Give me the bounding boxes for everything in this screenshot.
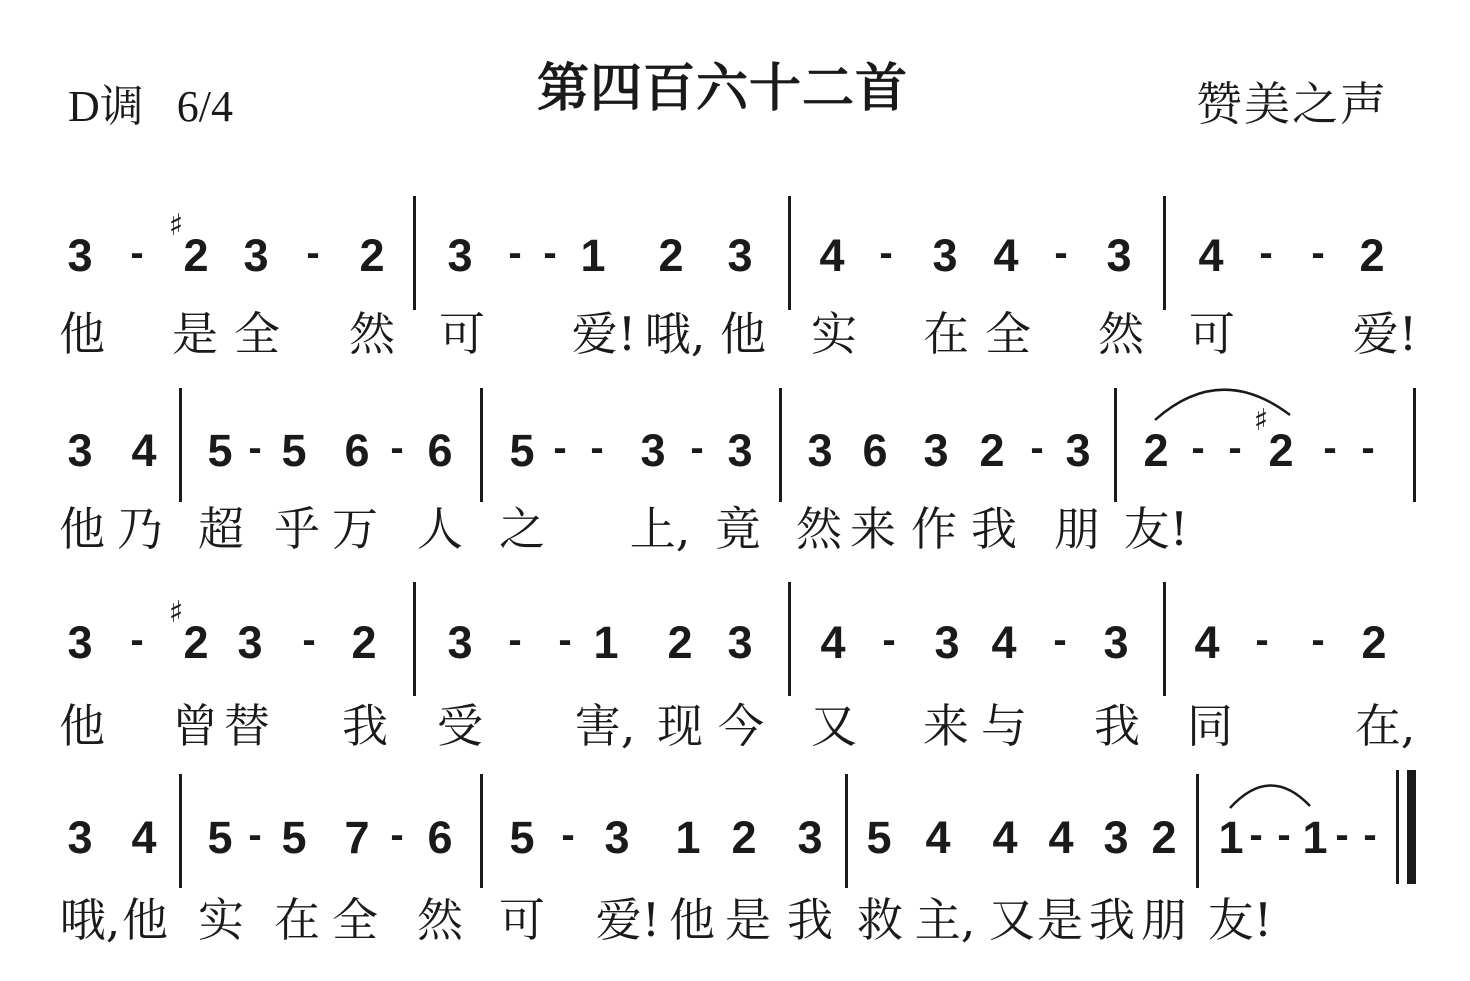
note-extension-dash: - bbox=[590, 426, 604, 470]
note-digit: 3 bbox=[447, 617, 473, 668]
note-extension-dash: - bbox=[508, 618, 522, 662]
bar-line bbox=[1114, 388, 1117, 502]
lyric-syllable: 然 bbox=[1098, 307, 1144, 361]
lyric-syllable: 朋 bbox=[1141, 893, 1187, 947]
note-extension-dash: - bbox=[1228, 426, 1242, 470]
note-extension-dash: - bbox=[130, 618, 144, 662]
note-digit: 3 bbox=[640, 425, 666, 476]
lyric-syllable: 我 bbox=[342, 699, 388, 753]
note-digit: 3 bbox=[797, 812, 823, 863]
bar-line bbox=[413, 196, 416, 310]
lyric-syllable: 万 bbox=[332, 502, 378, 556]
note-digit: 4 bbox=[131, 812, 157, 863]
note-digit: 1 bbox=[1218, 812, 1244, 863]
note-extension-dash: - bbox=[879, 231, 893, 275]
note-extension-dash: - bbox=[1191, 426, 1205, 470]
lyric-syllable: 他 bbox=[720, 307, 766, 361]
lyric-syllable: 曾 bbox=[172, 699, 218, 753]
final-bar-thin bbox=[1396, 770, 1399, 884]
note-digit: 1 bbox=[1302, 812, 1328, 863]
note-digit: 3 bbox=[934, 617, 960, 668]
note-digit: 2 bbox=[658, 230, 684, 281]
note-extension-dash: - bbox=[306, 231, 320, 275]
note-digit: 2 bbox=[1361, 617, 1387, 668]
lyric-syllable: 我 bbox=[1089, 893, 1135, 947]
note-digit: 3 bbox=[1065, 425, 1091, 476]
note-digit: 3 bbox=[727, 617, 753, 668]
lyric-syllable: 他 bbox=[59, 502, 105, 556]
lyric-syllable: 友! bbox=[1123, 502, 1189, 556]
lyric-syllable: 同 bbox=[1187, 699, 1233, 753]
bar-line bbox=[179, 388, 182, 502]
bar-line bbox=[480, 388, 483, 502]
lyric-syllable: 实 bbox=[811, 307, 857, 361]
note-extension-dash: - bbox=[248, 813, 262, 857]
tie-arc bbox=[1150, 380, 1300, 430]
hymn-title: 第四百六十二首 bbox=[537, 59, 909, 119]
bar-line bbox=[845, 774, 848, 888]
lyric-syllable: 今 bbox=[718, 699, 764, 753]
lyric-syllable: 我 bbox=[1094, 699, 1140, 753]
note-extension-dash: - bbox=[558, 618, 572, 662]
lyric-syllable: 全 bbox=[985, 307, 1031, 361]
note-digit: 4 bbox=[1198, 230, 1224, 281]
lyric-syllable: 爱! bbox=[1352, 307, 1418, 361]
lyric-syllable: 超 bbox=[198, 502, 244, 556]
lyric-syllable: 是 bbox=[172, 307, 218, 361]
note-digit: 3 bbox=[447, 230, 473, 281]
lyric-syllable: 我 bbox=[971, 502, 1017, 556]
note-digit: 3 bbox=[237, 617, 263, 668]
bar-line bbox=[1163, 582, 1166, 696]
note-digit: 1 bbox=[593, 617, 619, 668]
note-extension-dash: - bbox=[302, 618, 316, 662]
note-digit: 3 bbox=[243, 230, 269, 281]
note-digit: 3 bbox=[932, 230, 958, 281]
lyric-syllable: 可 bbox=[1189, 307, 1235, 361]
lyric-syllable: 我 bbox=[787, 893, 833, 947]
lyric-syllable: 替 bbox=[224, 699, 270, 753]
note-digit: 1 bbox=[675, 812, 701, 863]
note-digit: 6 bbox=[427, 812, 453, 863]
bar-line bbox=[480, 774, 483, 888]
note-digit: 4 bbox=[1194, 617, 1220, 668]
note-digit: 2 bbox=[1151, 812, 1177, 863]
note-extension-dash: - bbox=[1249, 813, 1263, 857]
note-digit: 3 bbox=[1103, 617, 1129, 668]
lyric-syllable: 现 bbox=[657, 699, 703, 753]
lyric-syllable: 全 bbox=[234, 307, 280, 361]
note-digit: 6 bbox=[862, 425, 888, 476]
lyric-syllable: 然 bbox=[349, 307, 395, 361]
note-digit: 6 bbox=[427, 425, 453, 476]
lyric-syllable: 他 bbox=[59, 699, 105, 753]
note-extension-dash: - bbox=[561, 813, 575, 857]
note-extension-dash: - bbox=[130, 231, 144, 275]
note-digit: 1 bbox=[580, 230, 606, 281]
note-extension-dash: - bbox=[1311, 618, 1325, 662]
bar-line bbox=[1163, 196, 1166, 310]
note-digit: 4 bbox=[131, 425, 157, 476]
bar-line bbox=[779, 388, 782, 502]
final-bar-thick bbox=[1407, 770, 1416, 884]
note-extension-dash: - bbox=[1259, 231, 1273, 275]
lyric-syllable: 朋 bbox=[1054, 502, 1100, 556]
note-digit: 3 bbox=[67, 617, 93, 668]
lyric-syllable: 然 bbox=[796, 502, 842, 556]
lyric-syllable: 主, bbox=[914, 893, 976, 947]
bar-line bbox=[788, 582, 791, 696]
note-extension-dash: - bbox=[1363, 813, 1377, 857]
tie-arc bbox=[1225, 776, 1320, 816]
lyric-syllable: 友! bbox=[1207, 893, 1273, 947]
lyric-syllable: 与 bbox=[981, 699, 1027, 753]
note-extension-dash: - bbox=[882, 618, 896, 662]
lyric-syllable: 全 bbox=[332, 893, 378, 947]
lyric-syllable: 可 bbox=[499, 893, 545, 947]
note-extension-dash: - bbox=[690, 426, 704, 470]
lyric-syllable: 然 bbox=[417, 893, 463, 947]
lyric-syllable: 又 bbox=[989, 893, 1035, 947]
note-digit: 3 bbox=[923, 425, 949, 476]
sharp-sign: ♯ bbox=[1253, 403, 1269, 438]
note-digit: 2 bbox=[351, 617, 377, 668]
note-digit: 2 bbox=[979, 425, 1005, 476]
lyric-syllable: 哦, bbox=[644, 307, 706, 361]
note-digit: 2 bbox=[1143, 425, 1169, 476]
lyric-syllable: 又 bbox=[811, 699, 857, 753]
lyric-syllable: 上, bbox=[629, 502, 691, 556]
note-extension-dash: - bbox=[543, 231, 557, 275]
note-digit: 4 bbox=[820, 617, 846, 668]
lyric-syllable: 之 bbox=[499, 502, 545, 556]
note-digit: 6 bbox=[344, 425, 370, 476]
bar-line bbox=[788, 196, 791, 310]
note-extension-dash: - bbox=[1361, 426, 1375, 470]
note-digit: 3 bbox=[604, 812, 630, 863]
sharp-sign: ♯ bbox=[168, 208, 184, 243]
lyric-syllable: 在 bbox=[923, 307, 969, 361]
note-digit: 7 bbox=[344, 812, 370, 863]
note-digit: 4 bbox=[991, 617, 1017, 668]
lyric-syllable: 实 bbox=[198, 893, 244, 947]
note-digit: 5 bbox=[281, 812, 307, 863]
note-digit: 2 bbox=[1268, 425, 1294, 476]
lyric-syllable: 救 bbox=[857, 893, 903, 947]
bar-line bbox=[1196, 774, 1199, 888]
note-digit: 3 bbox=[67, 812, 93, 863]
bar-line bbox=[1413, 388, 1416, 502]
lyric-syllable: 爱! bbox=[595, 893, 661, 947]
note-digit: 2 bbox=[667, 617, 693, 668]
lyric-syllable: 他 bbox=[122, 893, 168, 947]
lyric-syllable: 他 bbox=[669, 893, 715, 947]
note-digit: 5 bbox=[509, 425, 535, 476]
note-extension-dash: - bbox=[1030, 426, 1044, 470]
lyric-syllable: 乃 bbox=[117, 502, 163, 556]
note-digit: 4 bbox=[819, 230, 845, 281]
note-extension-dash: - bbox=[390, 426, 404, 470]
key-signature: D调 6/4 bbox=[68, 82, 233, 131]
note-extension-dash: - bbox=[1054, 231, 1068, 275]
lyric-syllable: 是 bbox=[725, 893, 771, 947]
note-extension-dash: - bbox=[248, 426, 262, 470]
note-digit: 5 bbox=[866, 812, 892, 863]
lyric-syllable: 作 bbox=[911, 502, 957, 556]
note-extension-dash: - bbox=[508, 231, 522, 275]
lyric-syllable: 可 bbox=[439, 307, 485, 361]
note-digit: 2 bbox=[1359, 230, 1385, 281]
note-extension-dash: - bbox=[390, 813, 404, 857]
lyric-syllable: 乎 bbox=[274, 502, 320, 556]
note-digit: 5 bbox=[281, 425, 307, 476]
note-digit: 4 bbox=[925, 812, 951, 863]
note-digit: 4 bbox=[1048, 812, 1074, 863]
lyric-syllable: 在 bbox=[274, 893, 320, 947]
note-extension-dash: - bbox=[553, 426, 567, 470]
note-digit: 3 bbox=[1106, 230, 1132, 281]
note-extension-dash: - bbox=[1323, 426, 1337, 470]
note-digit: 4 bbox=[992, 812, 1018, 863]
lyric-syllable: 他 bbox=[59, 307, 105, 361]
note-extension-dash: - bbox=[1277, 813, 1291, 857]
note-digit: 2 bbox=[359, 230, 385, 281]
note-digit: 3 bbox=[727, 230, 753, 281]
lyric-syllable: 害, bbox=[574, 699, 636, 753]
lyric-syllable: 来 bbox=[850, 502, 896, 556]
note-digit: 4 bbox=[993, 230, 1019, 281]
note-digit: 5 bbox=[207, 812, 233, 863]
note-digit: 5 bbox=[509, 812, 535, 863]
lyric-syllable: 在, bbox=[1354, 699, 1416, 753]
note-digit: 3 bbox=[67, 230, 93, 281]
note-digit: 2 bbox=[731, 812, 757, 863]
note-digit: 3 bbox=[67, 425, 93, 476]
lyric-syllable: 人 bbox=[417, 502, 463, 556]
lyric-syllable: 爱! bbox=[571, 307, 637, 361]
note-digit: 2 bbox=[183, 617, 209, 668]
note-extension-dash: - bbox=[1335, 813, 1349, 857]
bar-line bbox=[179, 774, 182, 888]
hymnal-source: 赞美之声 bbox=[1196, 77, 1388, 131]
note-digit: 3 bbox=[1103, 812, 1129, 863]
note-digit: 5 bbox=[207, 425, 233, 476]
note-digit: 3 bbox=[807, 425, 833, 476]
lyric-syllable: 哦, bbox=[59, 893, 121, 947]
note-extension-dash: - bbox=[1311, 231, 1325, 275]
note-digit: 2 bbox=[183, 230, 209, 281]
note-extension-dash: - bbox=[1053, 618, 1067, 662]
bar-line bbox=[413, 582, 416, 696]
note-extension-dash: - bbox=[1255, 618, 1269, 662]
lyric-syllable: 受 bbox=[437, 699, 483, 753]
lyric-syllable: 竟 bbox=[715, 502, 761, 556]
lyric-syllable: 是 bbox=[1037, 893, 1083, 947]
note-digit: 3 bbox=[727, 425, 753, 476]
lyric-syllable: 来 bbox=[923, 699, 969, 753]
sharp-sign: ♯ bbox=[168, 595, 184, 630]
